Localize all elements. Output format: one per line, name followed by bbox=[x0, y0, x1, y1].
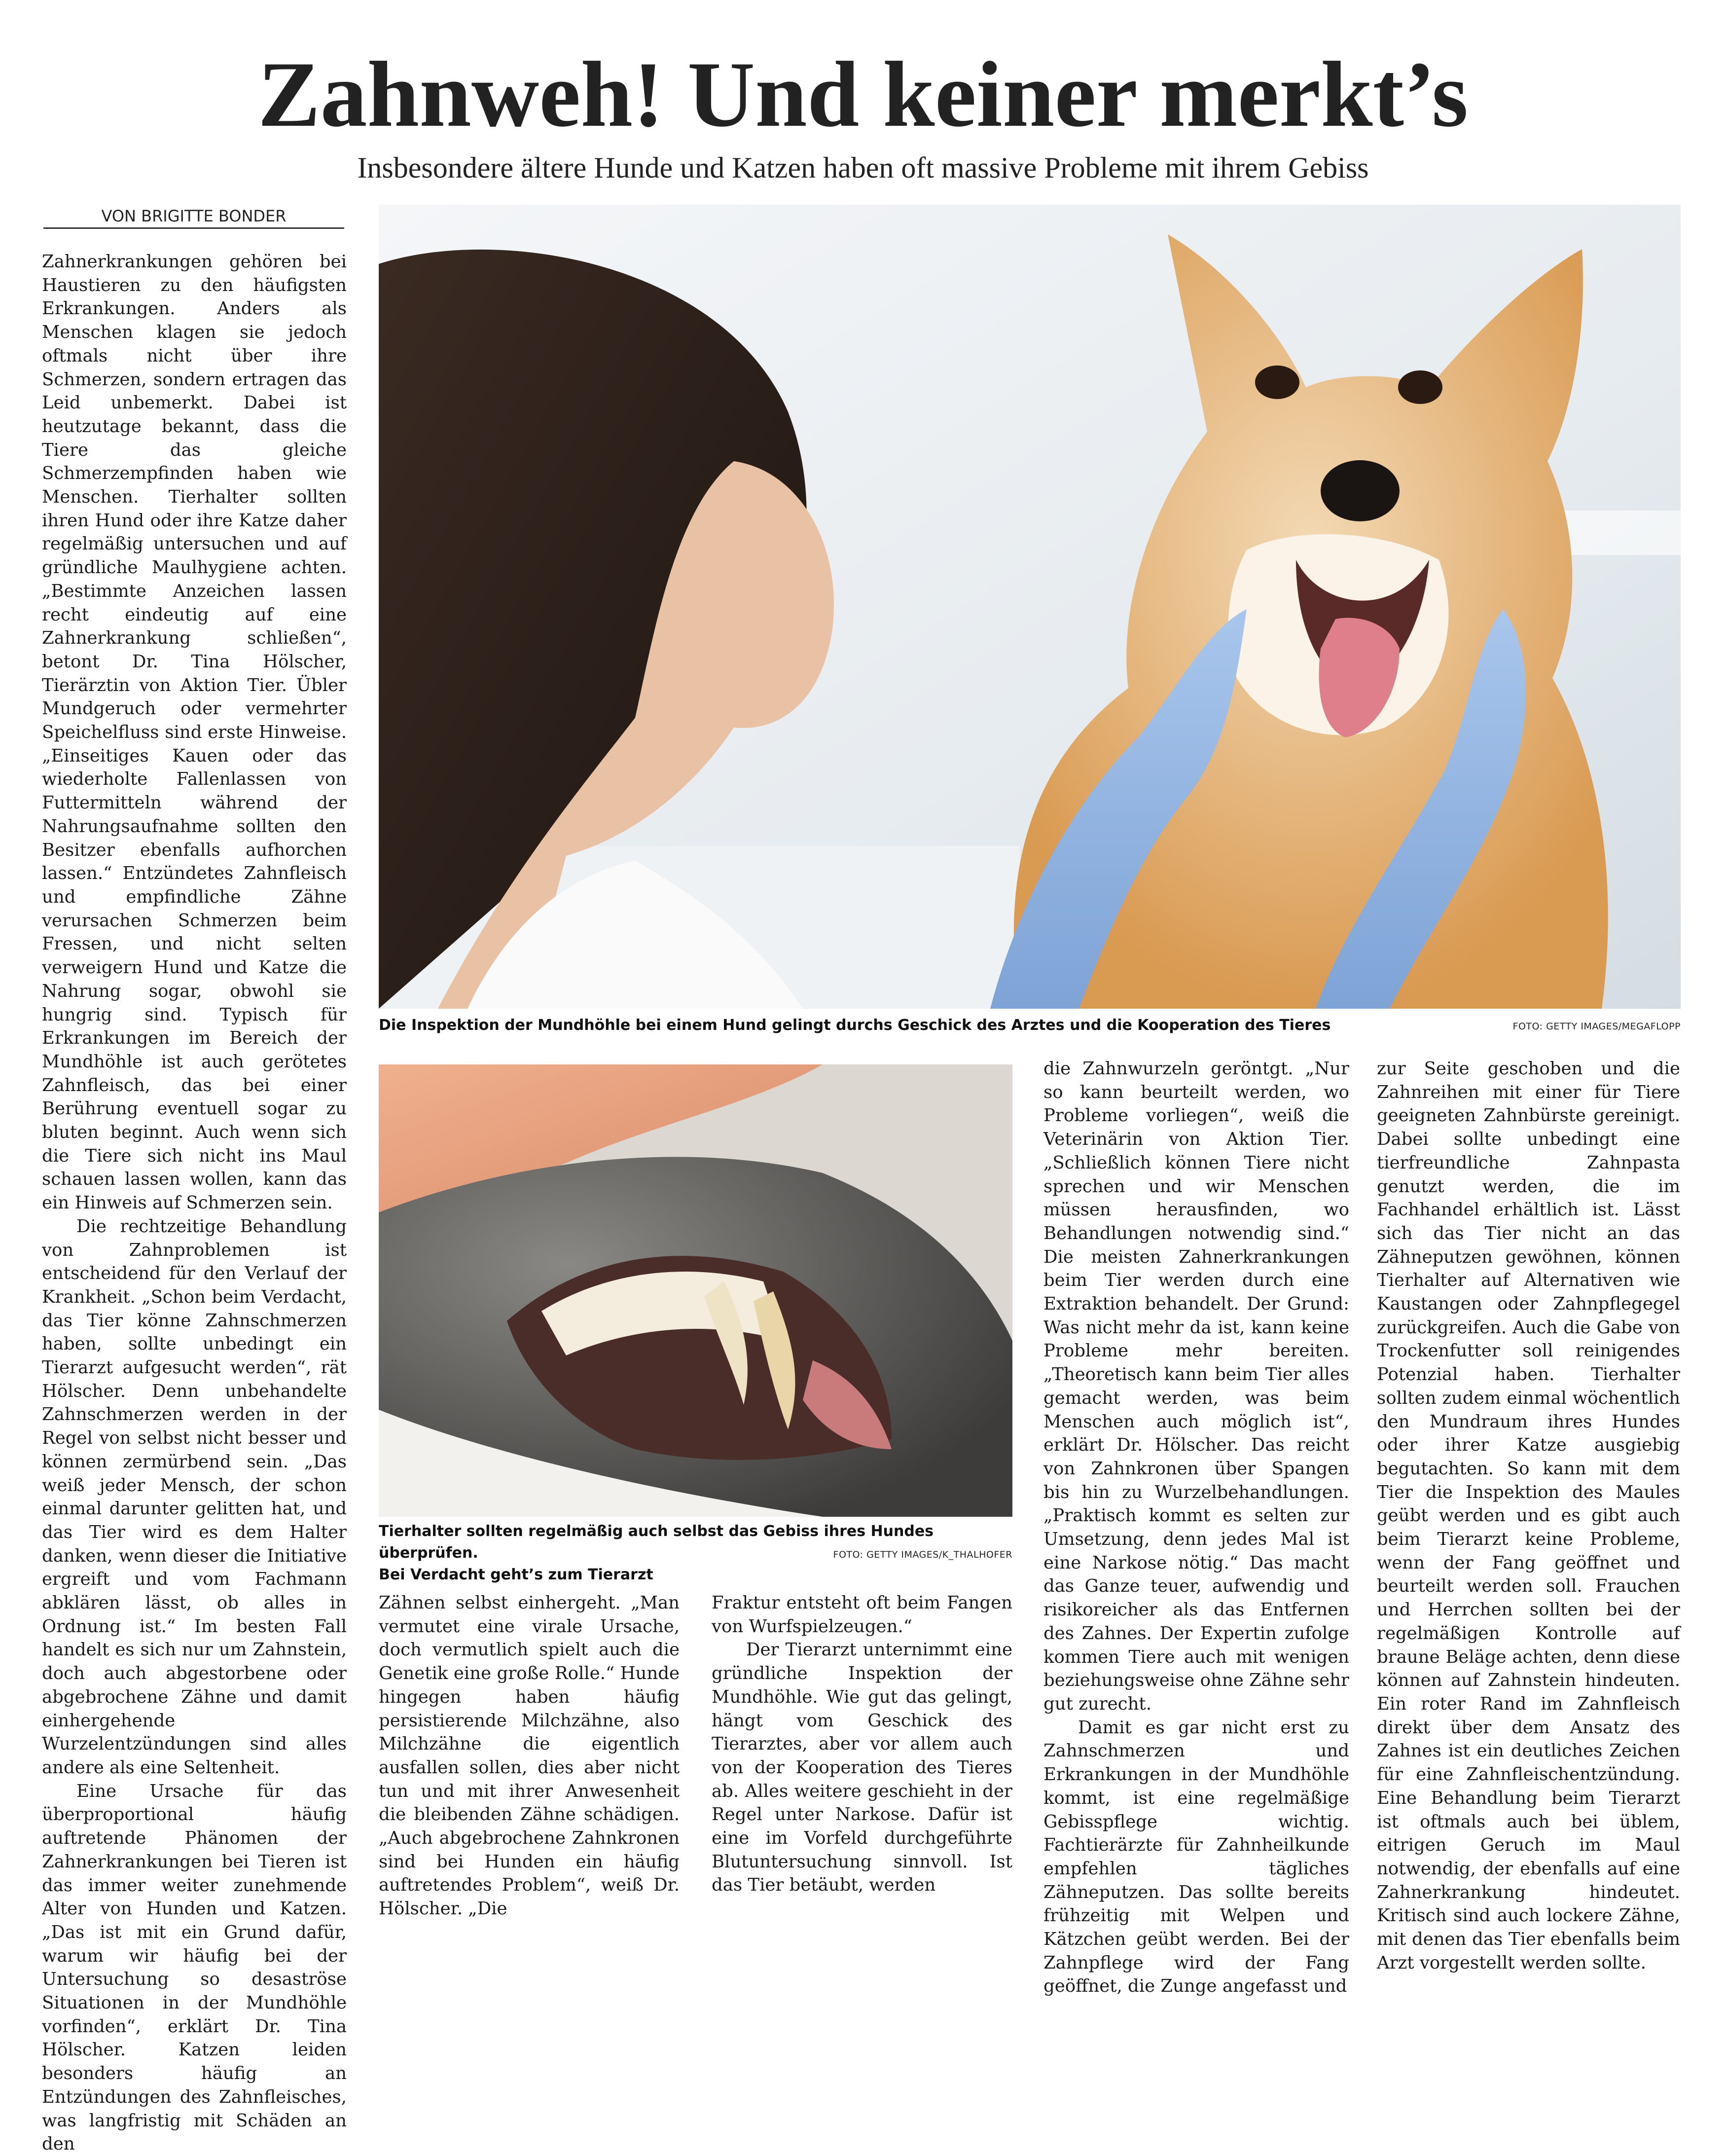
paragraph: die Zahnwurzeln geröntgt. „Nur so kann beurteilt werden, wo Probleme vorliegen“, weiß die Veterinärin von Aktion Tier. „Schließlich können Tiere nicht sprechen und wir Menschen müssen herausfinden, wo Behandlungen notwendig sind.“ Die meisten Zahnerkrankungen beim Tier werden durch eine Extraktion behandelt. Der Grund: Was nicht mehr da ist, kann keine Probleme mehr bereiten. „Theoretisch kann beim Tier alles gemacht werden, was beim Menschen auch möglich ist“, erklärt Dr. Hölscher. Das reicht von Zahnkronen über Spangen bis hin zu Wurzelbehandlungen. „Praktisch kommt es selten zur Umsetzung, denn jedes Mal ist eine Narkose nötig.“ Das macht das Ganze teuer, aufwendig und risikoreicher als das Entfernen des Zahnes. Der Expertin zufolge kommen Tiere auch mit wenigen beziehungsweise ohne Zähne sehr gut zurecht. bbox=[1043, 1059, 1349, 1714]
article-column-1 bbox=[42, 250, 347, 2155]
main-photo-illustration bbox=[379, 205, 1681, 1009]
main-photo-credit: FOTO: GETTY IMAGES/MEGAFLOPP bbox=[1512, 1021, 1681, 1032]
article-column-2 bbox=[379, 1591, 680, 1919]
second-photo-illustration bbox=[379, 1064, 1012, 1517]
paragraph: Damit es gar nicht erst zu Zahnschmerzen und Erkrankungen in der Mundhöhle kommt, ist eine regelmäßige Gebisspflege wichtig. Fachtierärzte für Zahnheilkunde empfehlen tägliches Zähneputzen. Das sollte bereits frühzeitig mit Welpen und Kätzchen geübt werden. Bei der Zahnpflege wird der Fang geöffnet, die Zunge angefasst und bbox=[1043, 1717, 1349, 1997]
second-photo-credit: FOTO: GETTY IMAGES/K_THALHOFER bbox=[833, 1549, 1012, 1560]
second-photo-caption-line-2: Bei Verdacht geht’s zum Tierarzt bbox=[379, 1566, 653, 1583]
paragraph: Zähnen selbst einhergeht. „Man vermutet eine virale Ursache, doch vermutlich spielt auch die Genetik eine große Rolle.“ Hunde hingegen haben häufig persistierende Milchzähne, also Milchzähne die eigentlich ausfallen sollen, dies aber nicht tun und mit ihrer Anwesenheit die bleibenden Zähne schädigen. „Auch abgebrochene Zahnkronen sind bei Hunden ein häufig auftretendes Problem“, weiß Dr. Hölscher. „Die bbox=[379, 1593, 680, 1919]
article-column-4 bbox=[1043, 1057, 1349, 1997]
paragraph: Der Tierarzt unternimmt eine gründliche Inspektion der Mundhöhle. Wie gut das gelingt, hängt vom Geschick des Tierarztes, aber vor allem auch von der Kooperation des Tieres ab. Alles weitere geschieht in der Regel unter Narkose. Dafür ist eine im Vorfeld durchgeführte Blutuntersuchung sinnvoll. Ist das Tier betäubt, werden bbox=[712, 1640, 1012, 1896]
headline: Zahnweh! Und keiner merkt’s bbox=[257, 43, 1469, 146]
paragraph: Zahnerkrankungen gehören bei Haustieren zu den häufigsten Erkrankungen. Anders als Menschen klagen sie jedoch oftmals nicht über ihre Schmerzen, sondern ertragen das Leid unbemerkt. Dabei ist heutzutage bekannt, dass die Tiere das gleiche Schmerzempfinden haben wie Menschen. Tierhalter sollten ihren Hund oder ihre Katze daher regelmäßig untersuchen und auf gründliche Maulhygiene achten. „Bestimmte Anzeichen lassen recht eindeutig auf eine Zahnerkrankung schließen“, betont Dr. Tina Hölscher, Tierärztin von Aktion Tier. Übler Mundgeruch oder vermehrter Speichelfluss sind erste Hinweise. „Einseitiges Kauen oder das wiederholte Fallenlassen von Futtermitteln während der Nahrungsaufnahme sollten den Besitzer ebenfalls aufhorchen lassen.“ Entzündetes Zahnfleisch und empfindliche Zähne verursachen Schmerzen beim Fressen, und nicht selten verweigern Hund und Katze die Nahrung sogar, obwohl sie hungrig sind. Typisch für Erkrankungen im Bereich der Mundhöhle ist auch gerötetes Zahnfleisch, das bei einer Berührung eventuell sogar zu bluten beginnt. Auch wenn sich die Tiere sich nicht ins Maul schauen lassen wollen, kann das ein Hinweis auf Schmerzen sein. bbox=[42, 252, 347, 1213]
main-photo-caption: Die Inspektion der Mundhöhle bei einem Hund gelingt durchs Geschick des Arztes und die Kooperation des Tieres bbox=[379, 1017, 1331, 1034]
article-column-3 bbox=[712, 1591, 1012, 1896]
paragraph: zur Seite geschoben und die Zahnreihen mit einer für Tiere geeigneten Zahnbürste gereinigt. Dabei sollte unbedingt eine tierfreundliche Zahnpasta genutzt werden, die im Fachhandel erhältlich ist. Lässt sich das Tier nicht an das Zähneputzen gewöhnen, können Tierhalter auf Alternativen wie Kaustangen oder Zahnpflegegel zurückgreifen. Auch die Gabe von Trockenfutter soll reinigendes Potenzial haben. Tierhalter sollten zudem einmal wöchentlich den Mundraum ihres Hundes oder ihrer Katze ausgiebig begutachten. So kann mit dem Tier die Inspektion des Maules geübt werden und es gibt auch beim Tierarzt keine Probleme, wenn der Fang geöffnet und beurteilt werden soll. Frauchen und Herrchen sollten bei der regelmäßigen Kontrolle auf braune Beläge achten, denn diese können auf Zahnstein hindeuten. Ein roter Rand im Zahnfleisch direkt über dem Ansatz des Zahnes ist ein deutliches Zeichen für eine Zahnfleischentzündung. Eine Behandlung beim Tierarzt ist oftmals auch bei üblem, eitrigen Geruch im Maul notwendig, der ebenfalls auf eine Zahnerkrankung hindeutet. Kritisch sind auch lockere Zähne, mit denen das Tier ebenfalls beim Arzt vorgestellt werden sollte. bbox=[1377, 1059, 1680, 1973]
paragraph: Eine Ursache für das überproportional häufig auftretende Phänomen der Zahnerkrankungen bei Tieren ist das immer weiter zunehmende Alter von Hunden und Katzen. „Das ist mit ein Grund dafür, warum wir häufig bei der Untersuchung so desaströse Situationen in der Mundhöhle vorfinden“, erklärt Dr. Tina Hölscher. Katzen leiden besonders häufig an Entzündungen des Zahnfleisches, was langfristig mit Schäden an den bbox=[42, 1781, 347, 2155]
subheadline: Insbesondere ältere Hunde und Katzen haben oft massive Probleme mit ihrem Gebiss bbox=[357, 151, 1369, 184]
paragraph: Die rechtzeitige Behandlung von Zahnproblemen ist entscheidend für den Verlauf der Krankheit. „Schon beim Verdacht, das Tier könne Zahnschmerzen haben, sollte unbedingt ein Tierarzt aufgesucht werden“, rät Hölscher. Denn unbehandelte Zahnschmerzen werden in der Regel von selbst nicht besser und können zermürbend sein. „Das weiß jeder Mensch, der schon einmal darunter gelitten hat, und das Tier wird es dem Halter danken, wenn dieser die Initiative ergreift und vom Fachmann abklären lässt, ob alles in Ordnung ist.“ Im besten Fall handelt es sich nur um Zahnstein, doch auch abgestorbene oder abgebrochene Zähne und damit einhergehende Wurzelentzündungen sind alles andere als eine Seltenheit. bbox=[42, 1216, 347, 1778]
byline: VON BRIGITTE BONDER bbox=[43, 205, 344, 229]
second-photo-caption-line-1: Tierhalter sollten regelmäßig auch selbst das Gebiss ihres Hundes überprüfen. bbox=[379, 1523, 934, 1562]
paragraph: Fraktur entsteht oft beim Fangen von Wurfspielzeugen.“ bbox=[712, 1593, 1012, 1637]
article-column-5 bbox=[1377, 1057, 1680, 1973]
second-photo bbox=[379, 1064, 1012, 1517]
main-photo bbox=[379, 205, 1681, 1009]
